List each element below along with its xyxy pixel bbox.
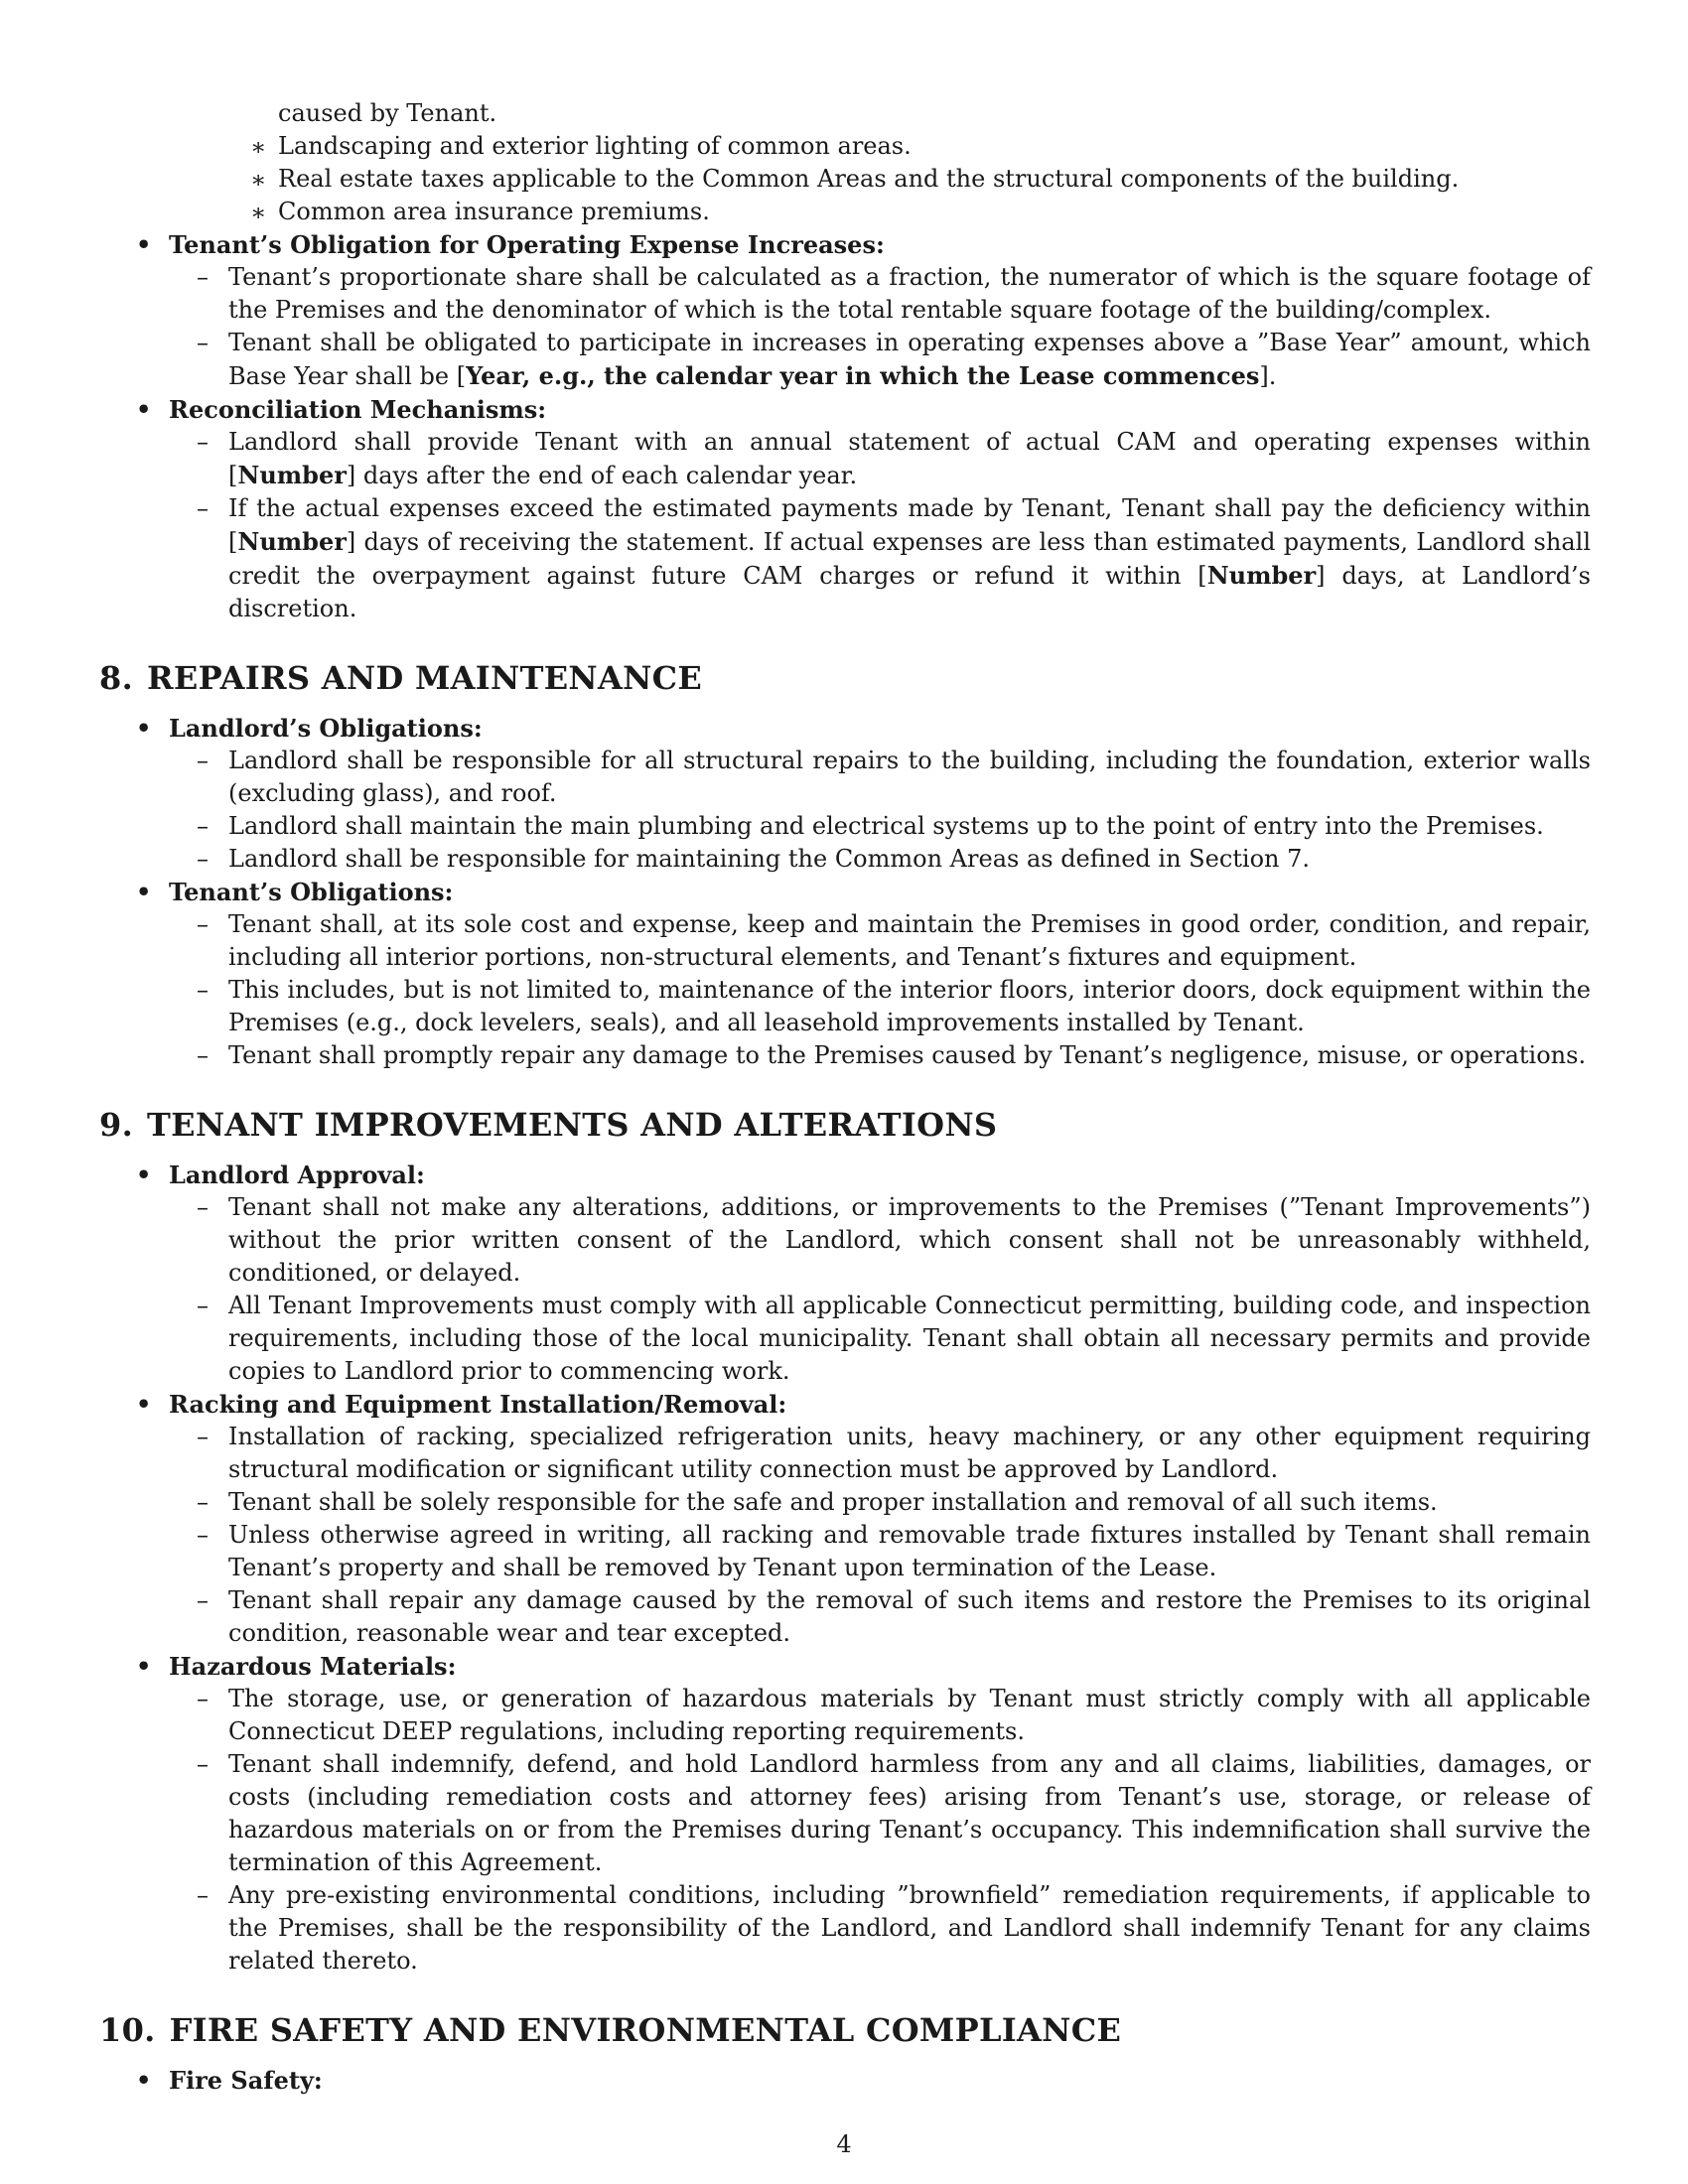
bullet-marker: • [136,878,152,906]
text-run: ]. [1259,362,1277,390]
list-item [99,130,1591,163]
subheading-racking [99,1388,1591,1421]
text-run: ] days, at Landlord’s discretion. [228,562,1592,622]
list-item-text [228,428,1591,489]
section-heading-8 [99,658,1591,698]
bullet-marker: • [136,395,152,424]
section-number: 10. [99,2011,156,2049]
list-item-text: Tenant shall not make any alterations, additions, or improvements to the Premises (”Tenant Improvements”) without the prior written consent of the Landlord, which consent shall not be unreasonably withheld, conditioned, or delayed. [228,1193,1591,1287]
list-item [99,1486,1591,1519]
subheading-text: Landlord’s Obligations: [169,714,483,743]
list-item-text: Installation of racking, specialized refrigeration units, heavy machinery, or any other equipment requiring structural modification or significant utility connection must be approved by Landlord. [228,1423,1591,1483]
list-item [99,974,1591,1039]
dash-marker: – [197,1750,209,1778]
text-run: Landlord shall provide Tenant with an annual statement of actual CAM and operating expenses within [ [228,428,1591,489]
bullet-marker: • [136,2066,152,2095]
list-item-text: Tenant shall promptly repair any damage to the Premises caused by Tenant’s negligence, misuse, or operations. [228,1041,1587,1069]
placeholder-field: Year, e.g., the calendar year in which the Lease commences [466,361,1260,390]
star-marker: ∗ [250,133,267,161]
dash-marker: – [197,1423,209,1450]
dash-marker: – [197,747,209,774]
dash-marker: – [197,428,209,456]
subheading-text: Fire Safety: [169,2066,323,2095]
subheading-hazardous-materials [99,1650,1591,1683]
list-item-text: Tenant’s proportionate share shall be calculated as a fraction, the numerator of which is the square footage of the Premises and the denominator of which is the total rentable square footage of the building/complex. [228,263,1591,324]
subheading-opex [99,228,1591,261]
dash-marker: – [197,329,209,356]
bullet-marker: • [136,1390,152,1419]
list-item-text: Landlord shall maintain the main plumbing and electrical systems up to the point of entry into the Premises. [228,812,1544,840]
dash-marker: – [197,1521,209,1549]
dash-marker: – [197,1586,209,1614]
list-item [99,426,1591,492]
section-number: 8. [99,659,134,697]
list-item-text [228,329,1591,390]
dash-marker: – [197,845,209,873]
list-item [99,745,1591,810]
subheading-landlord-approval [99,1159,1591,1191]
placeholder-field: Number [237,461,347,489]
dash-marker: – [197,1193,209,1221]
section-title: FIRE SAFETY AND ENVIRONMENTAL COMPLIANCE [169,2011,1122,2049]
list-item-text: Tenant shall repair any damage caused by the removal of such items and restore the Premises to its original condition, reasonable wear and tear excepted. [228,1586,1591,1647]
dash-marker: – [197,1041,209,1069]
list-item-text: Tenant shall indemnify, defend, and hold Landlord harmless from any and all claims, liabilities, damages, or costs (including remediation costs and attorney fees) arising from Tenant’s use, storage, or release of hazardous materials on or from the Premises during Tenant’s occupancy. This indemnification shall survive the termination of this Agreement. [228,1750,1591,1876]
text-run: If the actual expenses exceed the estimated payments made by Tenant, Tenant shall pay the deficiency within [ [228,494,1591,556]
section-heading-10 [99,2010,1591,2050]
dash-marker: – [197,494,209,522]
dash-marker: – [197,910,209,938]
subheading-text: Tenant’s Obligations: [169,878,454,906]
list-item-text [228,494,1591,622]
dash-marker: – [197,1881,209,1909]
list-item [99,327,1591,393]
bullet-marker: • [136,1652,152,1681]
subheading-text: Hazardous Materials: [169,1652,457,1681]
subheading-landlord-obligations [99,712,1591,745]
list-item-text: Common area insurance premiums. [278,198,710,225]
list-item-text: Landlord shall be responsible for all structural repairs to the building, including the foundation, exterior walls (excluding glass), and roof. [228,747,1591,807]
list-item [99,843,1591,876]
list-item-text: Tenant shall be solely responsible for the safe and proper installation and removal of all such items. [228,1488,1438,1516]
list-item [99,492,1591,625]
document-page [99,97,1591,2097]
star-marker: ∗ [250,199,267,226]
subheading-text: Racking and Equipment Installation/Removal: [169,1390,787,1419]
list-item-text: Any pre-existing environmental conditions, including ”brownfield” remediation requirements, if applicable to the Premises, shall be the responsibility of the Landlord, and Landlord shall indemnify Tenant for any claims related thereto. [228,1881,1591,1975]
list-item [99,1683,1591,1748]
list-item-text: caused by Tenant. [278,99,497,127]
page-number: 4 [836,2130,852,2158]
section-heading-9 [99,1105,1591,1145]
text-run: Tenant shall be obligated to participate in increases in operating expenses above a ”Base Year” amount, which Base Year shall be [ [228,329,1591,390]
section-number: 9. [99,1106,134,1144]
placeholder-field: Number [237,527,347,556]
list-item-text: Landlord shall be responsible for maintaining the Common Areas as defined in Section 7. [228,845,1311,873]
placeholder-field: Number [1206,561,1317,590]
list-item-text: This includes, but is not limited to, maintenance of the interior floors, interior doors, dock equipment within the Premises (e.g., dock levelers, seals), and all leasehold improvements installed by Tenant. [228,976,1591,1036]
list-item-continuation [99,97,1591,130]
list-item [99,163,1591,196]
list-item [99,1421,1591,1486]
list-item-text: Tenant shall, at its sole cost and expense, keep and maintain the Premises in good order, condition, and repair, including all interior portions, non-structural elements, and Tenant’s fixtures and equipment. [228,910,1591,971]
text-run: ] days after the end of each calendar year. [346,462,858,489]
list-item [99,908,1591,974]
list-item [99,1748,1591,1879]
bullet-marker: • [136,1160,152,1189]
subheading-text: Landlord Approval: [169,1160,425,1189]
list-item [99,196,1591,228]
dash-marker: – [197,1292,209,1319]
list-item [99,1519,1591,1584]
list-item-text: Landscaping and exterior lighting of common areas. [278,132,912,160]
text-run: ] days of receiving the statement. If actual expenses are less than estimated payments, Landlord shall credit the overpayment against future CAM charges or refund it within [ [228,528,1591,590]
list-item [99,1039,1591,1072]
list-item-text: Real estate taxes applicable to the Common Areas and the structural components of the building. [278,165,1460,193]
list-item-text: The storage, use, or generation of hazardous materials by Tenant must strictly comply with all applicable Connecticut DEEP regulations, including reporting requirements. [228,1685,1591,1745]
subheading-text: Reconciliation Mechanisms: [169,395,547,424]
dash-marker: – [197,1685,209,1712]
list-item [99,1290,1591,1388]
bullet-marker: • [136,230,152,259]
list-item [99,1879,1591,1978]
dash-marker: – [197,976,209,1004]
section-title: TENANT IMPROVEMENTS AND ALTERATIONS [147,1106,998,1144]
dash-marker: – [197,812,209,840]
list-item-text: All Tenant Improvements must comply with all applicable Connecticut permitting, building code, and inspection requirements, including those of the local municipality. Tenant shall obtain all necessary permits and provide copies to Landlord prior to commencing work. [228,1292,1591,1385]
star-marker: ∗ [250,166,267,194]
section-title: REPAIRS AND MAINTENANCE [147,659,703,697]
list-item [99,810,1591,843]
subheading-text: Tenant’s Obligation for Operating Expense Increases: [169,230,885,259]
subheading-fire-safety [99,2064,1591,2097]
dash-marker: – [197,263,209,291]
list-item [99,1191,1591,1290]
bullet-marker: • [136,714,152,743]
dash-marker: – [197,1488,209,1516]
subheading-tenant-obligations [99,876,1591,908]
subheading-reconciliation [99,393,1591,426]
list-item [99,261,1591,327]
list-item [99,1584,1591,1650]
list-item-text: Unless otherwise agreed in writing, all racking and removable trade fixtures installed by Tenant shall remain Tenant’s property and shall be removed by Tenant upon termination of the Lease. [228,1521,1591,1581]
